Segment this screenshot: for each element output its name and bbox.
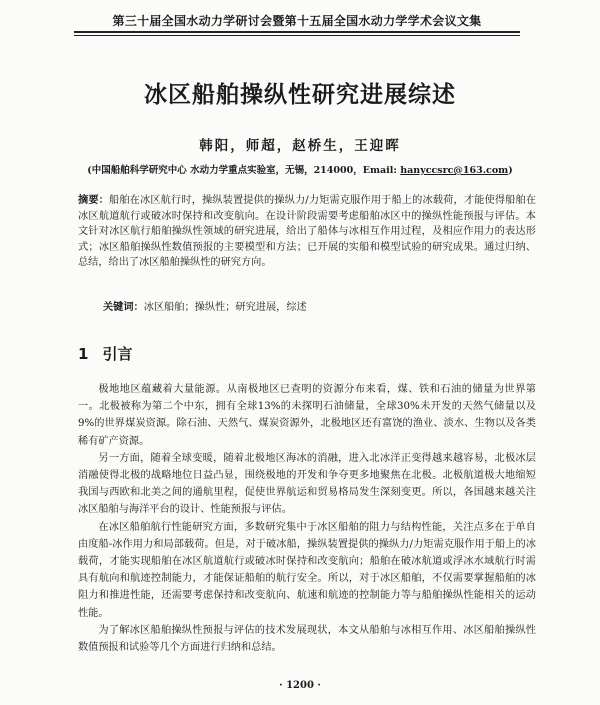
body-text: [78, 381, 536, 656]
abstract: [78, 193, 536, 271]
body-paragraph: 另一方面，随着全球变暖，随着北极地区海冰的消融，进入北冰洋正变得越来越容易，北极冰层消融使得北极的战略地位日益凸显，围绕极地的开发和争夺更多地聚焦在北极。北极航道极大地缩短我国与西欧和北美之间的通航里程，促使世界航运和贸易格局发生深刻变更。所以，各国越来越关注冰区船舶与海洋平台的设计、性能预报与评估。: [78, 452, 536, 516]
abstract-label: 摘要：: [78, 194, 109, 206]
affiliation-text: (中国船舶科学研究中心 水动力学重点实验室，无锡，214000，Email:: [87, 165, 401, 176]
body-paragraph: 为了解冰区船舶操纵性预报与评估的技术发展现状，本文从船舶与冰相互作用、冰区船舶操纵性数值预报和试验等几个方面进行归纳和总结。: [78, 624, 536, 654]
keywords-label: 关键词：: [103, 301, 144, 313]
body-paragraph: 极地地区蕴藏着大量能源。从南极地区已查明的资源分布来看，煤、铁和石油的储量为世界第一。北极被称为第二个中东，拥有全球13%的未探明石油储量，全球30%未开发的天然气储量以及9%的世界煤炭资源。除石油、天然气、煤炭资源外，北极地区还有富饶的渔业、淡水、生物以及各类稀有矿产资源。: [78, 384, 536, 447]
body-paragraph: 在冰区船舶航行性能研究方面，多数研究集中于冰区船舶的阻力与结构性能，关注点多在于单自由度船-冰作用力和局部载荷。但是，对于破冰船，操纵装置提供的操纵力/力矩需克服作用于船上的冰载荷，才能实现船舶在冰区航道航行或破冰时保持和改变航向；船舶在破冰航道或浮冰水域航行时需具有航向和航迹控制能力，才能保证船舶的航行安全。所以，对于冰区船舶，不仅需要掌握船舶的冰阻力和推进性能，还需要考虑保持和改变航向、航速和航迹的控制能力等与船舶操纵性能相关的运动性能。: [78, 521, 536, 619]
section-title: 引言: [102, 345, 133, 363]
section-number: 1: [78, 345, 89, 363]
keywords-text: 冰区船舶；操纵性；研究进展，综述: [143, 302, 307, 313]
section-heading: [78, 343, 132, 364]
author-list: 韩阳，师超，赵桥生，王迎晖: [199, 138, 401, 154]
paper-title: 冰区船舶操纵性研究进展综述: [144, 82, 456, 108]
page-number: · 1200 ·: [279, 680, 321, 691]
abstract-text: 船舶在冰区航行时，操纵装置提供的操纵力/力矩需克服作用于船上的冰载荷，才能使得船舶在冰区航道航行或破冰时保持和改变航向。在设计阶段需要考虑船舶冰区中的操纵性能预报与评估。本文针对冰区航行船舶操纵性领域的研究进展，给出了船体与冰相互作用过程，及相应作用力的表达形式；冰区船舶操纵性数值预报的主要模型和方法；已开展的实船和模型试验的研究成果。通过归纳、总结，给出了冰区船舶操纵性的研究方向。: [78, 195, 536, 269]
header-rule-thin: [74, 35, 520, 36]
running-header: 第三十届全国水动力学研讨会暨第十五届全国水动力学学术会议文集: [112, 14, 482, 28]
keywords: [103, 300, 533, 315]
affiliation-suffix: ): [508, 165, 513, 176]
author-email-link[interactable]: hanyccsrc@163.com: [400, 165, 509, 176]
header-rule: [74, 31, 520, 33]
affiliation: [0, 162, 600, 176]
